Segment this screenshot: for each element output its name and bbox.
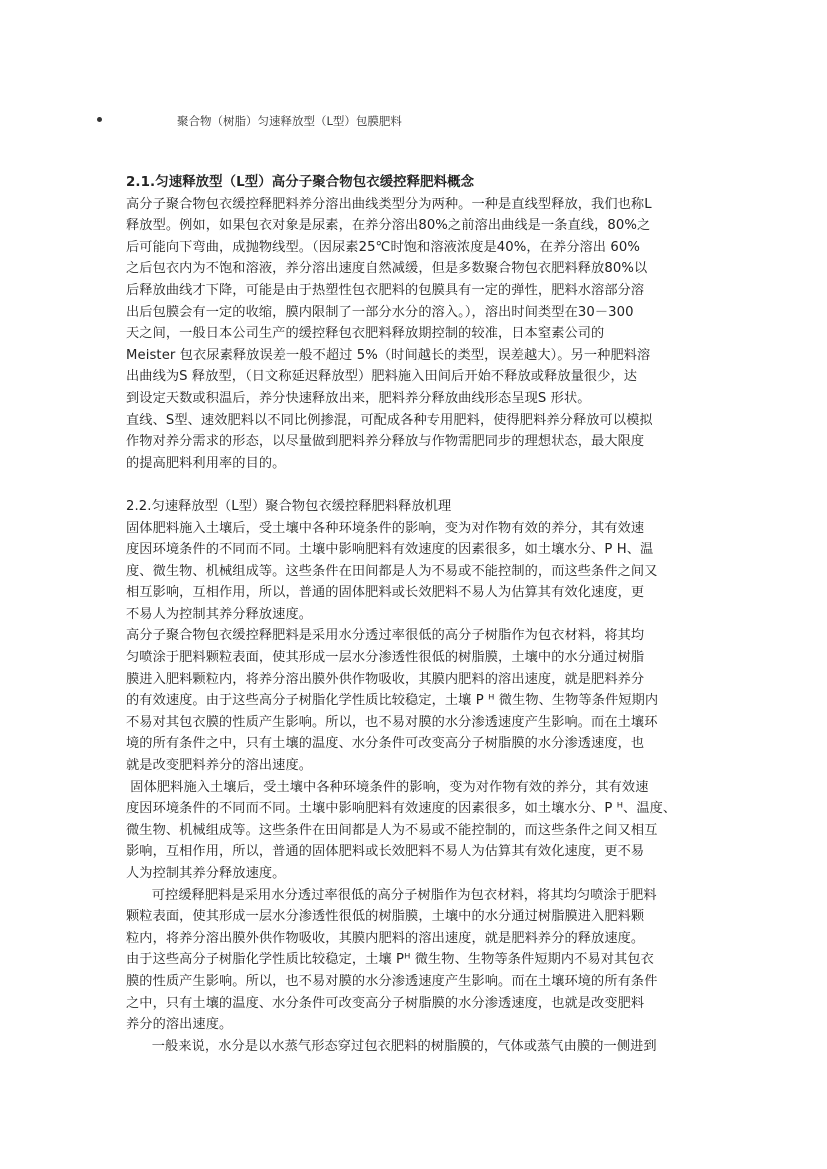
body-text-line: 高分子聚合物包衣缓控释肥料是采用水分透过率很低的高分子树脂作为包衣材料，将其均 [126, 628, 645, 644]
body-text-line: 后可能向下弯曲，成抛物线型。（因尿素25℃时饱和溶液浓度是40%，在养分溶出 60% [126, 239, 641, 255]
body-text-line: 度、微生物、机械组成等。这些条件在田间都是人为不易或不能控制的，而这些条件之间又 [126, 563, 658, 579]
bullet-item [97, 112, 697, 130]
body-text-line: 影响，互相作用，所以，普通的固体肥料或长效肥料不易人为估算其有效化速度，更不易 [126, 844, 645, 860]
document-body [126, 172, 716, 1057]
body-text-line: 人为控制其养分释放速度。 [126, 866, 286, 881]
body-text-line: 到设定天数或积温后，养分快速释放出来，肥料养分释放曲线形态呈现S 形状。 [126, 390, 591, 406]
body-text-line: 之中，只有土壤的温度、水分条件可改变高分子树脂膜的水分渗透速度，也就是改变肥料 [126, 995, 645, 1011]
body-text-line: 一般来说，水分是以水蒸气形态穿过包衣肥料的树脂膜的，气体或蒸气由膜的一侧进到 [126, 1038, 657, 1054]
body-text-line: 后释放曲线才下降，可能是由于热塑性包衣肥料的包膜具有一定的弹性，肥料水溶部分溶 [126, 282, 645, 298]
body-text-line: Meister 包衣尿素释放误差一般不超过 5%（时间越长的类型，误差越大）。另一种肥料溶 [126, 347, 651, 363]
body-text-line: 颗粒表面，使其形成一层水分渗透性很低的树脂膜，土壤中的水分通过树脂膜进入肥料颗 [126, 909, 645, 925]
body-text-line: 的有效速度。由于这些高分子树脂化学性质比较稳定，土壤 P ᴴ 微生物、生物等条件短期内 [126, 693, 659, 709]
body-text-line: 不易人为控制其养分释放速度。 [126, 606, 313, 622]
body-text-line: 高分子聚合物包衣缓控释肥料养分溶出曲线类型分为两种。一种是直线型释放，我们也称L [126, 196, 652, 212]
body-text-line: 之后包衣内为不饱和溶液，养分溶出速度自然减缓，但是多数聚合物包衣肥料释放80%以 [126, 261, 648, 277]
body-text-line: 相互影响，互相作用，所以，普通的固体肥料或长效肥料不易人为估算其有效化速度，更 [126, 585, 645, 601]
body-text-line: 天之间，一般日本公司生产的缓控释包衣肥料释放期控制的较准，日本窒素公司的 [126, 326, 605, 342]
body-text-line: 固体肥料施入土壤后，受土壤中各种环境条件的影响，变为对作物有效的养分，其有效速 [126, 779, 649, 795]
section-heading: 2.1.匀速释放型（L型）高分子聚合物包衣缓控释肥料概念 [126, 175, 475, 190]
body-text-line: 度因环境条件的不同而不同。土壤中影响肥料有效速度的因素很多，如土壤水分、P ᴴ、温度、 [126, 801, 677, 817]
section-heading: 2.2.匀速释放型（L型）聚合物包衣缓控释肥料释放机理 [126, 498, 452, 514]
bullet-icon [97, 117, 102, 122]
body-text-line: 膜的性质产生影响。所以，也不易对膜的水分渗透速度产生影响。而在土壤环境的所有条件 [126, 973, 658, 989]
body-text-line: 匀喷涂于肥料颗粒表面，使其形成一层水分渗透性很低的树脂膜，土壤中的水分通过树脂 [126, 650, 645, 666]
body-text-line: 出后包膜会有一定的收缩，膜内限制了一部分水分的溶入。），溶出时间类型在30－300 [126, 304, 634, 320]
body-text-line: 微生物、机械组成等。这些条件在田间都是人为不易或不能控制的，而这些条件之间又相互 [126, 822, 658, 838]
bullet-item-text: 聚合物（树脂）匀速释放型（L型）包膜肥料 [177, 114, 402, 128]
body-text-line: 不易对其包衣膜的性质产生影响。所以，也不易对膜的水分渗透速度产生影响。而在土壤环 [126, 714, 658, 730]
body-text-line: 养分的溶出速度。 [126, 1017, 233, 1033]
body-text-line: 作物对养分需求的形态，以尽量做到肥料养分释放与作物需肥同步的理想状态，最大限度 [126, 434, 645, 450]
body-text-line: 释放型。例如，如果包衣对象是尿素，在养分溶出80%之前溶出曲线是一条直线，80%之 [126, 218, 651, 234]
body-text-line: 粒内，将养分溶出膜外供作物吸收，其膜内肥料的溶出速度，就是肥料养分的释放速度。 [126, 930, 645, 946]
body-text-line: 境的所有条件之中，只有土壤的温度、水分条件可改变高分子树脂膜的水分渗透速度，也 [126, 736, 645, 752]
body-text-line: 由于这些高分子树脂化学性质比较稳定，土壤 Pᴴ 微生物、生物等条件短期内不易对其包衣 [126, 952, 654, 968]
body-text-line: 膜进入肥料颗粒内，将养分溶出膜外供作物吸收，其膜内肥料的溶出速度，就是肥料养分 [126, 671, 645, 687]
body-text-line: 直线、S型、速效肥料以不同比例掺混，可配成各种专用肥料，使得肥料养分释放可以模拟 [126, 412, 653, 428]
body-text-line: 出曲线为S 释放型，（日文称延迟释放型）肥料施入田间后开始不释放或释放量很少，达 [126, 369, 638, 385]
body-text-line: 固体肥料施入土壤后，受土壤中各种环境条件的影响，变为对作物有效的养分，其有效速 [126, 520, 645, 536]
body-text-line: 的提高肥料利用率的目的。 [126, 455, 286, 471]
body-text-line: 度因环境条件的不同而不同。土壤中影响肥料有效速度的因素很多，如土壤水分、P H、温 [126, 542, 654, 558]
body-text-line: 可控缓释肥料是采用水分透过率很低的高分子树脂作为包衣材料，将其均匀喷涂于肥料 [126, 887, 657, 903]
section-spacer [126, 474, 716, 496]
body-text-line: 就是改变肥料养分的溶出速度。 [126, 758, 313, 774]
